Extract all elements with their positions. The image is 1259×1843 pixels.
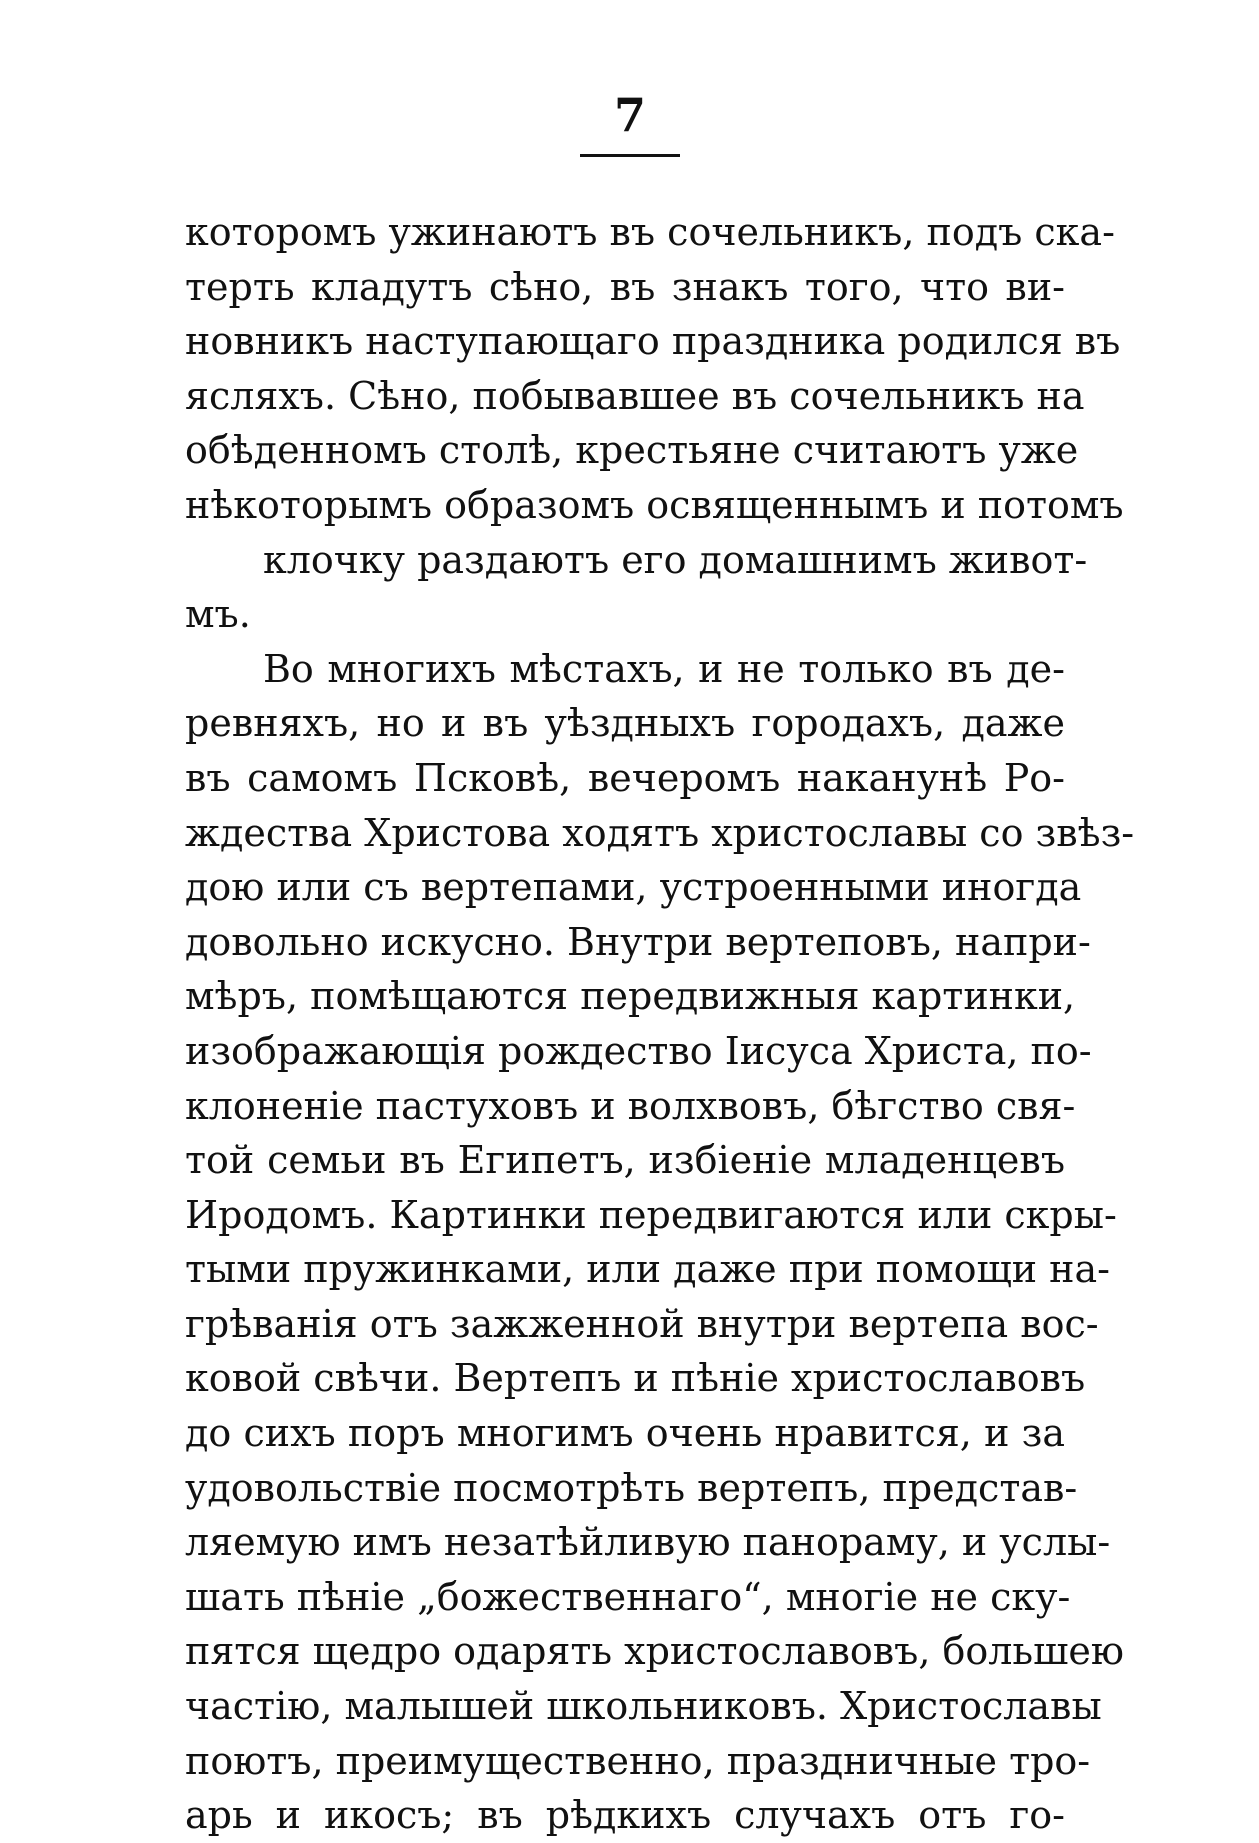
text-line: нѣкоторымъ образомъ освященнымъ и потомъ xyxy=(185,482,1124,527)
text-line: пятся щедро одарять христославовъ, большею xyxy=(185,1629,1124,1674)
text-line: ревняхъ, но и въ уѣздныхъ городахъ, даже xyxy=(185,701,1065,746)
text-line: шать пѣніе „божественнаго“, многіе не ску- xyxy=(185,1574,1071,1619)
text-line: ясляхъ. Сѣно, побывавшее въ сочельникъ на xyxy=(185,373,1085,418)
text-line: грѣванія отъ зажженной внутри вертепа вос- xyxy=(185,1301,1099,1346)
text-line: мъ. xyxy=(185,592,251,637)
text-line: въ самомъ Псковѣ, вечеромъ наканунѣ Ро- xyxy=(185,755,1065,800)
text-line: новникъ наступающаго праздника родился въ xyxy=(185,319,1121,364)
text-line: мѣръ, помѣщаются передвижныя картинки, xyxy=(185,974,1076,1019)
text-line: той семьи въ Египетъ, избіеніе младенцевъ xyxy=(185,1138,1065,1183)
paragraph-start-line: Во многихъ мѣстахъ, и не только въ де- xyxy=(263,646,1065,691)
text-line: клоненіе пастуховъ и волхвовъ, бѣгство свя- xyxy=(185,1083,1076,1128)
text-line: довольно искусно. Внутри вертеповъ, напри- xyxy=(185,919,1091,964)
text-line: удовольствіе посмотрѣть вертепъ, представ- xyxy=(185,1465,1078,1510)
text-line: тыми пружинками, или даже при помощи на- xyxy=(185,1247,1111,1292)
text-line: частію, малышей школьниковъ. Христославы xyxy=(185,1684,1102,1729)
text-line: поютъ, преимущественно, праздничные тро- xyxy=(185,1738,1091,1783)
text-line: ждества Христова ходятъ христославы со звѣз- xyxy=(185,810,1135,855)
text-line: ковой свѣчи. Вертепъ и пѣніе христославовъ xyxy=(185,1356,1086,1401)
text-line: которомъ ужинаютъ въ сочельникъ, подъ ска- xyxy=(185,210,1115,254)
text-line: арь и икосъ; въ рѣдкихъ случахъ отъ го- xyxy=(185,1793,1065,1838)
text-line: Иродомъ. Картинки передвигаются или скры- xyxy=(185,1192,1117,1237)
page-number: 7 xyxy=(613,88,646,142)
text-line: ляемую имъ незатѣйливую панораму, и услы- xyxy=(185,1520,1111,1565)
text-line: дою или съ вертепами, устроенными иногда xyxy=(185,865,1082,910)
text-line: до сихъ поръ многимъ очень нравится, и за xyxy=(185,1411,1065,1456)
text-line: терть кладутъ сѣно, въ знакъ того, что ви- xyxy=(185,264,1065,309)
text-line: обѣденномъ столѣ, крестьяне считаютъ уже xyxy=(185,428,1079,473)
body-text xyxy=(185,205,1135,1843)
text-line: изображающія рождество Іисуса Христа, по- xyxy=(185,1028,1092,1073)
header-rule xyxy=(580,154,680,157)
text-line: клочку раздаютъ его домашнимъ живот- xyxy=(263,537,1088,582)
